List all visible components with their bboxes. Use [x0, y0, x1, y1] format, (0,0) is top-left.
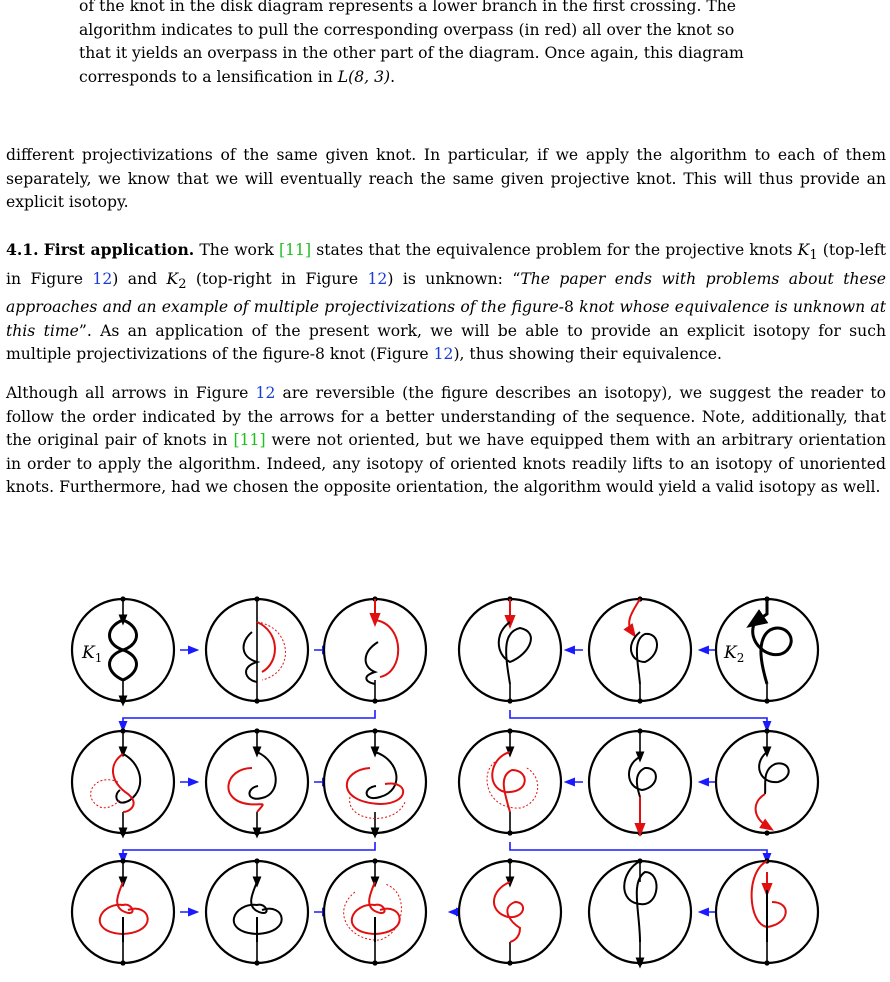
caption-line-4: corresponds to a lensification in L(8, 3).	[79, 67, 396, 86]
label-k1: $K_1$	[82, 643, 103, 665]
section-title: First application.	[43, 240, 195, 259]
paragraph-arrows: Although all arrows in Figure 12 are reversible (the figure describes an isotopy), we suggest the reader to follow the order indicated by the arrows for a better understanding of the sequence. Note, additionally, that the original pair of knots in [11] were not oriented, but we have equipped them with an arbitrary orientation in order to apply the algorithm. Indeed, any isotopy of oriented knots readily lifts to an isotopy of unoriented knots. Furthermore, had we chosen the opposite orientation, the algorithm would yield a valid isotopy as well.	[6, 384, 887, 496]
figure-ref-12[interactable]: 12	[255, 384, 276, 402]
knot-isotopy-figure	[0, 572, 890, 982]
figure-ref-12[interactable]: 12	[433, 345, 454, 364]
caption-line-1: of the knot in the disk diagram represents a lower branch in the first crossing. The	[79, 0, 737, 15]
figure-ref-12[interactable]: 12	[92, 269, 113, 288]
paragraph-section-4-1: 4.1. First application. The work [11] states that the equivalence problem for the projective knots $K_1$ (top-left in Figure 12) and $K_2$ (top-right in Figure 12) is unknown: “The paper ends with problems about these approaches and an example of multiple projectivizations of the figure-8 knot whose equivalence is unknown at this time”. As an application of the present work, we will be able to provide an explicit isotopy for such multiple projectivizations of the figure-8 knot (Figure 12), thus showing their equivalence.	[6, 240, 887, 364]
citation-11[interactable]: [11]	[233, 431, 266, 449]
caption-line-2: algorithm indicates to pull the corresponding overpass (in red) all over the knot so	[79, 20, 735, 39]
figure-caption-fragment	[79, 0, 822, 89]
label-k2: $K_2$	[724, 643, 745, 665]
paragraph-intro: different projectivizations of the same given knot. In particular, if we apply the algorithm to each of them separately, we know that we will eventually reach the same given projective knot. This will thus provide an explicit isotopy.	[6, 146, 886, 211]
citation-11[interactable]: [11]	[279, 241, 312, 259]
section-number: 4.1.	[6, 240, 39, 259]
caption-line-3: that it yields an overpass in the other part of the diagram. Once again, this diagram	[79, 44, 744, 62]
disks	[72, 599, 818, 963]
lens-space-math: L(8, 3)	[337, 67, 391, 86]
figure-ref-12[interactable]: 12	[367, 269, 388, 288]
